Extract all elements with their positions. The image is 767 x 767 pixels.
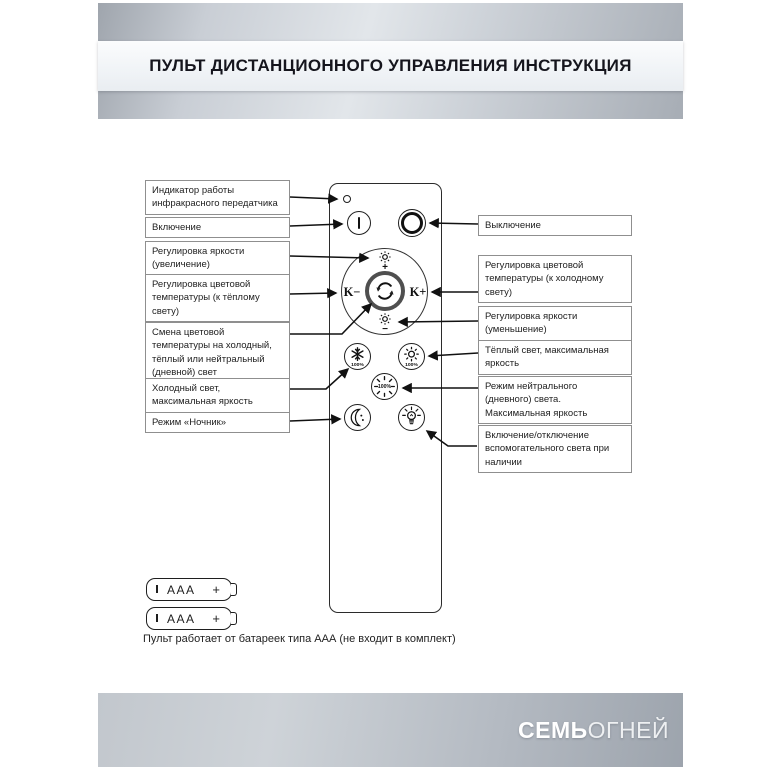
callout-ir-indicator: Индикатор работы инфракрасного передатчика (145, 180, 290, 215)
neutral-light-icon (372, 374, 397, 399)
callout-brightness-up: Регулировка яркости (увеличение) (145, 241, 290, 276)
sun-icon (399, 344, 424, 369)
callout-warm-temp: Регулировка цветовой температуры (к тёплому свету) (145, 274, 290, 322)
battery-nub (231, 612, 237, 625)
warm-light-button (398, 343, 425, 370)
svg-text:100%: 100% (377, 384, 392, 391)
k-plus-button: K+ (409, 285, 427, 299)
brand-logo (518, 717, 669, 744)
battery-note: Пульт работает от батареек типа ААА (не входит в комплект) (143, 633, 456, 645)
callout-power-on: Включение (145, 217, 290, 238)
battery-illustration (146, 578, 232, 601)
neutral-light-button (371, 373, 398, 400)
battery-plus-label: + (212, 611, 220, 626)
power-on-button (347, 211, 371, 235)
page-title: ПУЛЬТ ДИСТАНЦИОННОГО УПРАВЛЕНИЯ ИНСТРУКЦИЯ (149, 56, 632, 75)
power-bar-icon (358, 217, 361, 229)
brightness-minus-sign: − (382, 324, 388, 335)
night-mode-button (344, 404, 371, 431)
callout-aux-light: Включение/отключение вспомогательного света при наличии (478, 425, 632, 473)
battery-type-label: AAA (167, 612, 196, 626)
moon-icon (345, 405, 370, 430)
k-minus-button: K− (343, 285, 361, 299)
title-strip (98, 41, 683, 91)
cycle-arrows-icon (374, 280, 396, 302)
ir-indicator-dot (343, 195, 351, 203)
power-ring-icon (401, 212, 423, 234)
svg-text:100%: 100% (405, 362, 418, 369)
brand-bold-part: СЕМЬ (518, 716, 588, 743)
battery-plus-label: + (212, 582, 220, 597)
callout-warm-max: Тёплый свет, максимальная яркость (478, 340, 632, 375)
callout-brightness-down: Регулировка яркости (уменьшение) (478, 306, 632, 341)
callout-night-mode: Режим «Ночник» (145, 412, 290, 433)
bulb-icon (399, 405, 424, 430)
battery-minus-terminal (156, 585, 158, 593)
callout-power-off: Выключение (478, 215, 632, 236)
footer-band (98, 693, 683, 767)
cold-light-button (344, 343, 371, 370)
battery-type-label: AAA (167, 583, 196, 597)
callout-neutral-mode: Режим нейтрального (дневного) света. Максимальная яркость (478, 376, 632, 424)
aux-light-button (398, 404, 425, 431)
svg-text:100%: 100% (351, 362, 364, 369)
battery-illustration (146, 607, 232, 630)
temp-cycle-button (365, 271, 405, 311)
snowflake-icon (345, 344, 370, 369)
callout-cold-max: Холодный свет, максимальная яркость (145, 378, 290, 413)
header-band (98, 3, 683, 119)
brand-light-part: ОГНЕЙ (587, 716, 669, 743)
power-off-button (398, 209, 426, 237)
brightness-plus-sign: + (382, 262, 388, 273)
battery-nub (231, 583, 237, 596)
callout-cold-temp: Регулировка цветовой температуры (к холодному свету) (478, 255, 632, 303)
callout-temp-cycle: Смена цветовой температуры на холодный, тёплый или нейтральный (дневной) свет (145, 322, 290, 383)
battery-minus-terminal (156, 614, 158, 622)
